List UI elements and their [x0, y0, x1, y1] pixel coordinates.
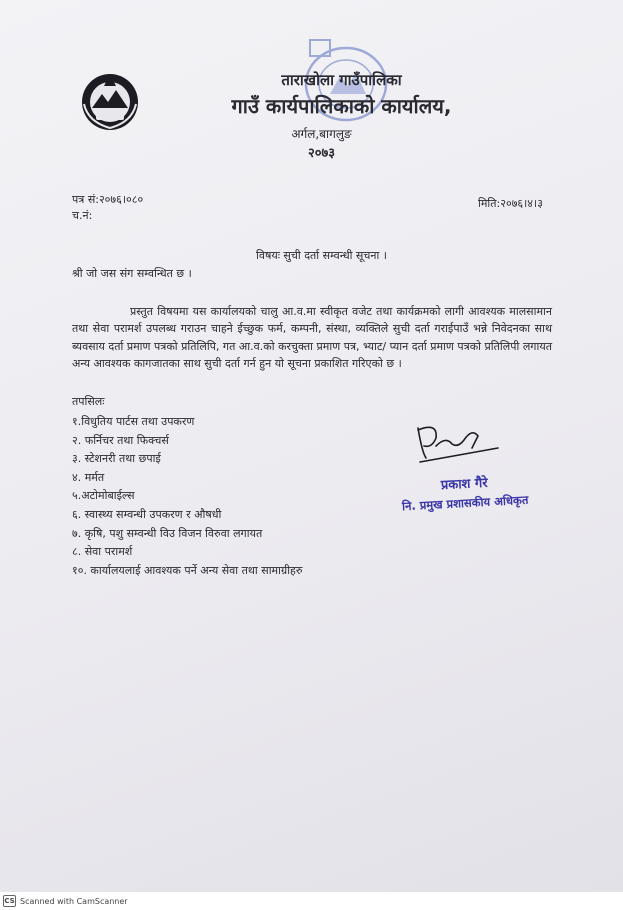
office-name: गाउँ कार्यपालिकाको कार्यालय,	[231, 94, 452, 118]
letter-addressee: श्री जो जस संग सम्वन्धित छ ।	[72, 267, 192, 280]
scanner-label: Scanned with CamScanner	[20, 896, 128, 906]
list-item: १०. कार्यालयलाई आवश्यक पर्ने अन्य सेवा तथा सामाग्रीहरु	[72, 563, 303, 577]
list-item: ४. मर्मत	[72, 470, 105, 484]
camscanner-icon: CS	[4, 897, 15, 905]
list-item: १.विधुतिय पार्टस तथा उपकरण	[72, 415, 195, 428]
letter-subject: विषयः सुची दर्ता सम्वन्धी सूचना ।	[256, 249, 387, 262]
signer-title: नि. प्रमुख प्रशासकीय अधिकृत	[401, 492, 529, 514]
scanner-footer	[0, 892, 623, 910]
signer-stamp	[389, 470, 541, 528]
dispatch-number: च.नं:	[72, 209, 93, 222]
list-item: ६. स्वास्थ्य सम्वन्धी उपकरण र औषधी	[72, 507, 222, 521]
list-item: ५.अटोमोबाईल्स	[72, 489, 135, 503]
handwritten-signature	[412, 418, 504, 466]
letter-body: प्रस्तुत विषयमा यस कार्यालयको चालु आ.व.मा स्वीकृत वजेट तथा कार्यक्रमको लागी आवश्यक मालसामान तथा सेवा परामर्श उपलब्ध गराउन चाहने ईच्छुक फर्म, कम्पनी, संस्था, व्यक्तिले सुची दर्ता गराईपाउँ भन्ने निवेदनका साथ ब्यवसाय दर्ता प्रमाण पत्रको प्रतिलिपि, गत आ.व.को करचुक्ता प्रमाण पत्र, भ्याट/ प्यान दर्ता प्रमाण पत्रको प्रतिलिपी लगायत अन्य आवश्यक कागजातका साथ सुची दर्ता गर्न हुन यो सूचना प्रकाशित गरिएको छ ।	[72, 305, 552, 371]
list-item: ७. कृषि, पशु सम्वन्धी विउ विजन विरुवा लगायत	[72, 526, 263, 540]
signer-name: प्रकाश गैरे	[440, 475, 488, 494]
reference-number: पत्र सं:२०७६।०८०	[72, 193, 144, 206]
header-year: २०७३	[307, 146, 336, 161]
municipality-name: ताराखोला गाउँपालिका	[281, 71, 402, 89]
letter-body-container	[72, 303, 552, 373]
letter-date: मिति:२०७६।४।३	[478, 197, 543, 210]
office-address: अर्गल,बागलुङ	[291, 127, 352, 141]
list-item: २. फर्निचर तथा फिक्चर्स	[72, 433, 169, 447]
list-item: ३. स्टेशनरी तथा छपाई	[72, 452, 161, 466]
category-list	[72, 413, 302, 580]
list-item: ८. सेवा परामर्श	[72, 545, 133, 559]
list-title: तपसिलः	[72, 395, 105, 408]
